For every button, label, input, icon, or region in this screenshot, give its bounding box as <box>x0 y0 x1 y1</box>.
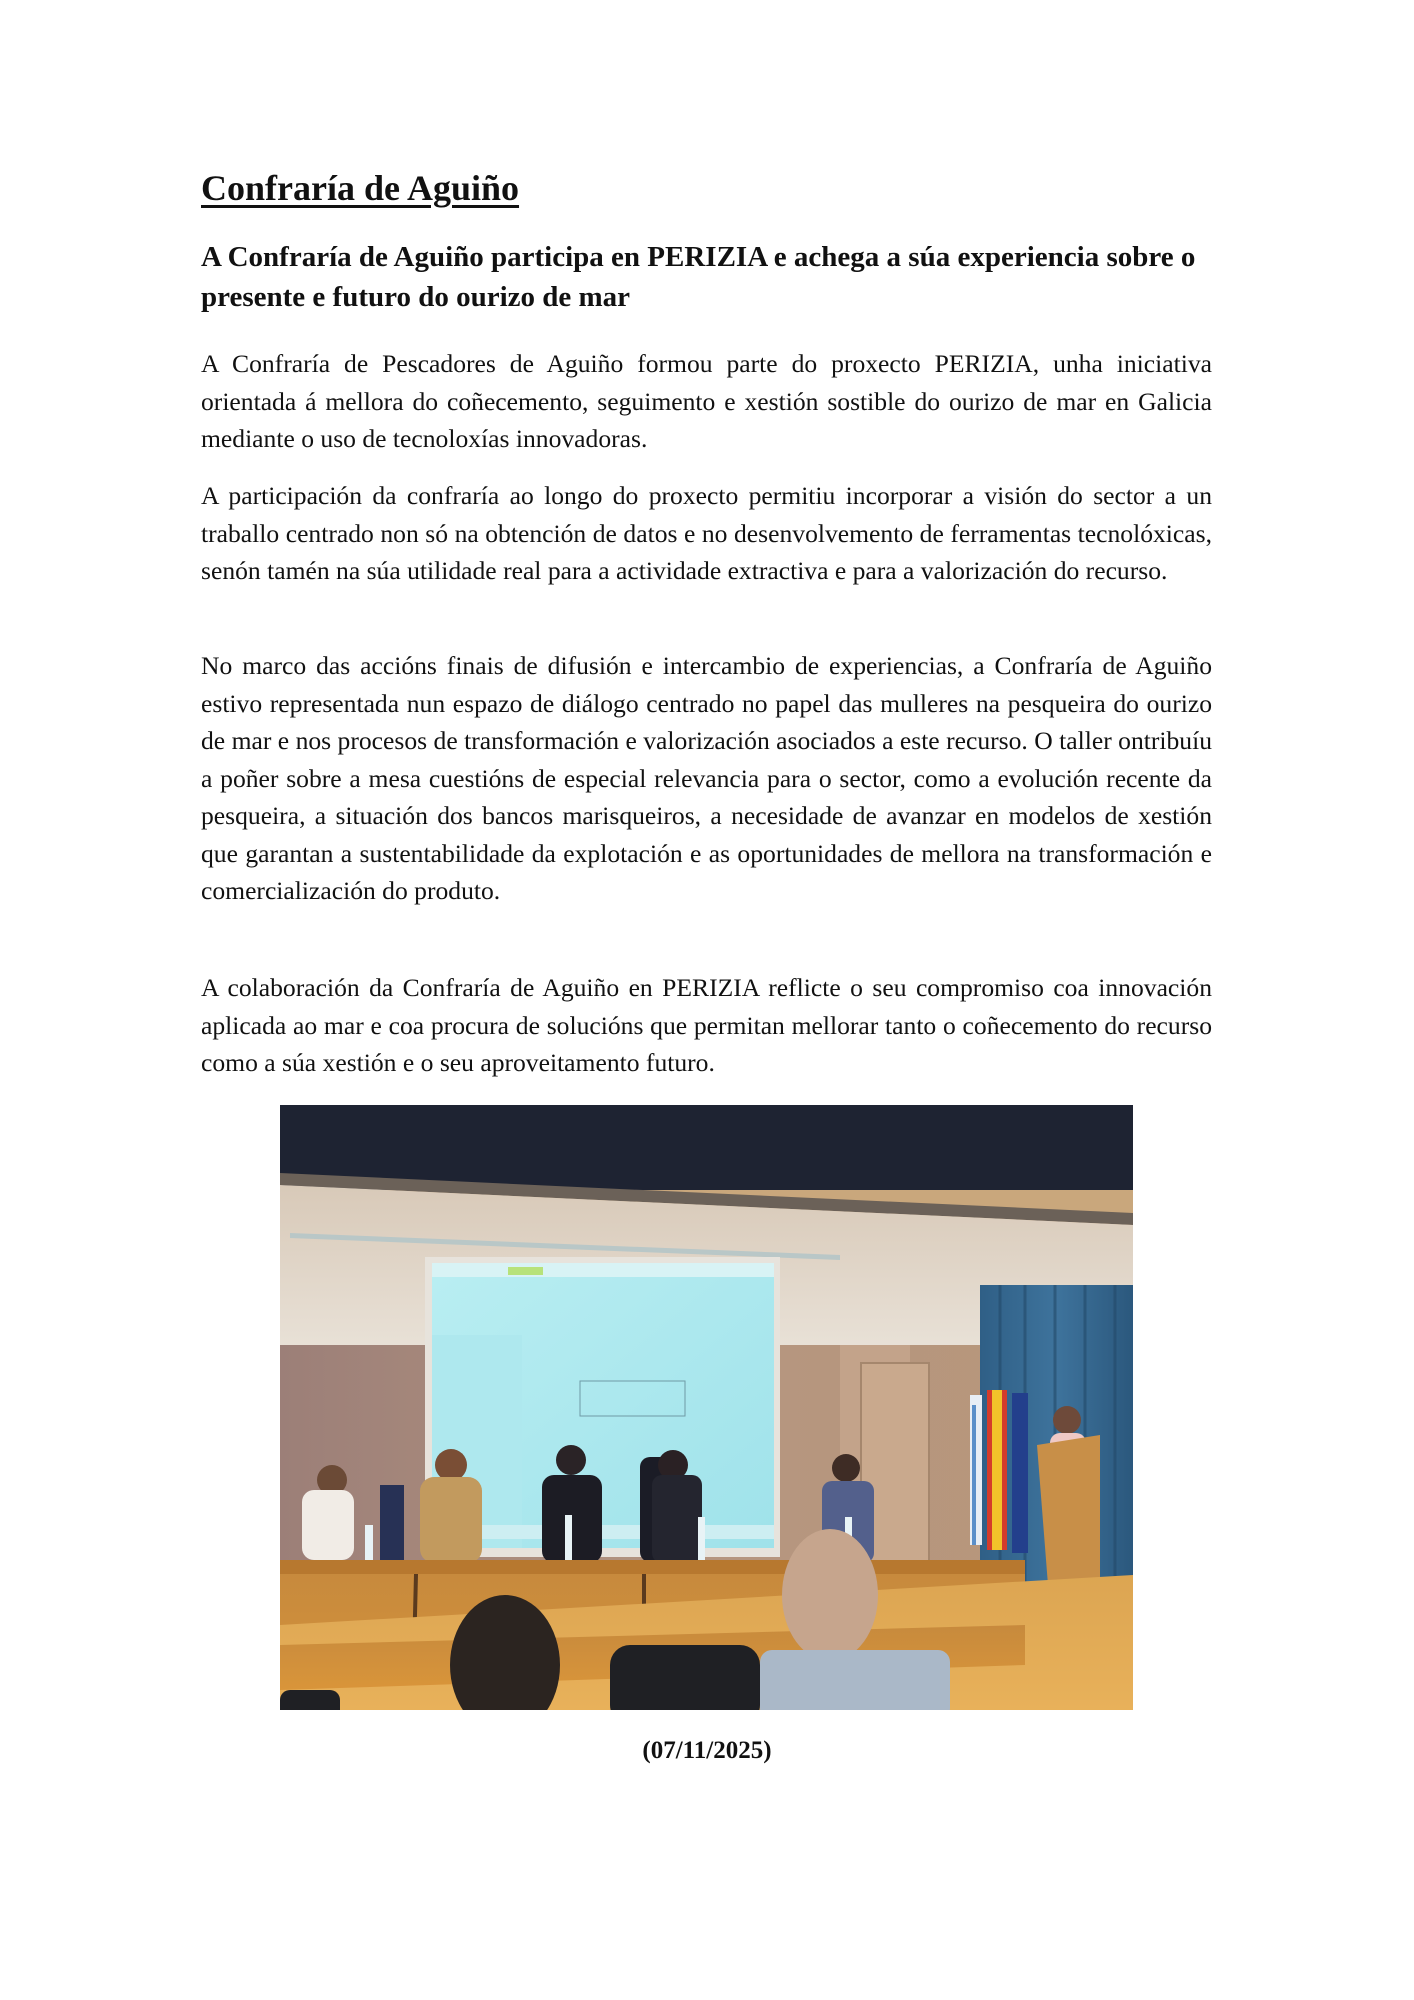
event-photo <box>280 1105 1133 1710</box>
document-subtitle: A Confraría de Aguiño participa en PERIZIA e achega a súa experiencia sobre o presente e futuro do ourizo de mar <box>201 241 1196 313</box>
document-title: Confraría de Aguiño <box>201 168 520 208</box>
ceiling-grid <box>280 1105 1133 1190</box>
date-caption: (07/11/2025) <box>642 1737 772 1764</box>
paragraph-conclusion: A colaboración da Confraría de Aguiño en PERIZIA reflicte o seu compromiso coa innovación aplicada ao mar e coa procura de solucións que permitan mellorar tanto o coñecemento do recurso como a súa xestión e o seu aproveitamento futuro. <box>201 973 1212 1077</box>
paragraph-participation: A participación da confraría ao longo do proxecto permitiu incorporar a visión do sector a un traballo centrado non só na obtención de datos e no desenvolvemento de ferramentas tecnolóxicas, senón tamén na súa utilidade real para a actividade extractiva e para a valorización do recurso. <box>201 481 1212 585</box>
eu-flag <box>1012 1393 1028 1553</box>
paragraph-intro: A Confraría de Pescadores de Aguiño formou parte do proxecto PERIZIA, unha iniciativa orientada á mellora do coñecemento, seguimento e xestión sostible do ourizo de mar en Galicia mediante o uso de tecnoloxías innovadoras. <box>201 349 1212 453</box>
paragraph-workshop: No marco das accións finais de difusión e intercambio de experiencias, a Confraría de Aguiño estivo representada nun espazo de diálogo centrado no papel das mulleres na pesqueira do ourizo de mar e nos procesos de transformación e valorización asociados a este recurso. O taller ontribuíu a poñer sobre a mesa cuestións de especial relevancia para o sector, como a evolución recente da pesqueira, a situación dos bancos marisqueiros, a necesidade de avanzar en modelos de xestión que garantan a sustentabilidade da explotación e as oportunidades de mellora na transformación e comercialización do produto. <box>201 651 1212 905</box>
lectern <box>1037 1435 1100 1585</box>
